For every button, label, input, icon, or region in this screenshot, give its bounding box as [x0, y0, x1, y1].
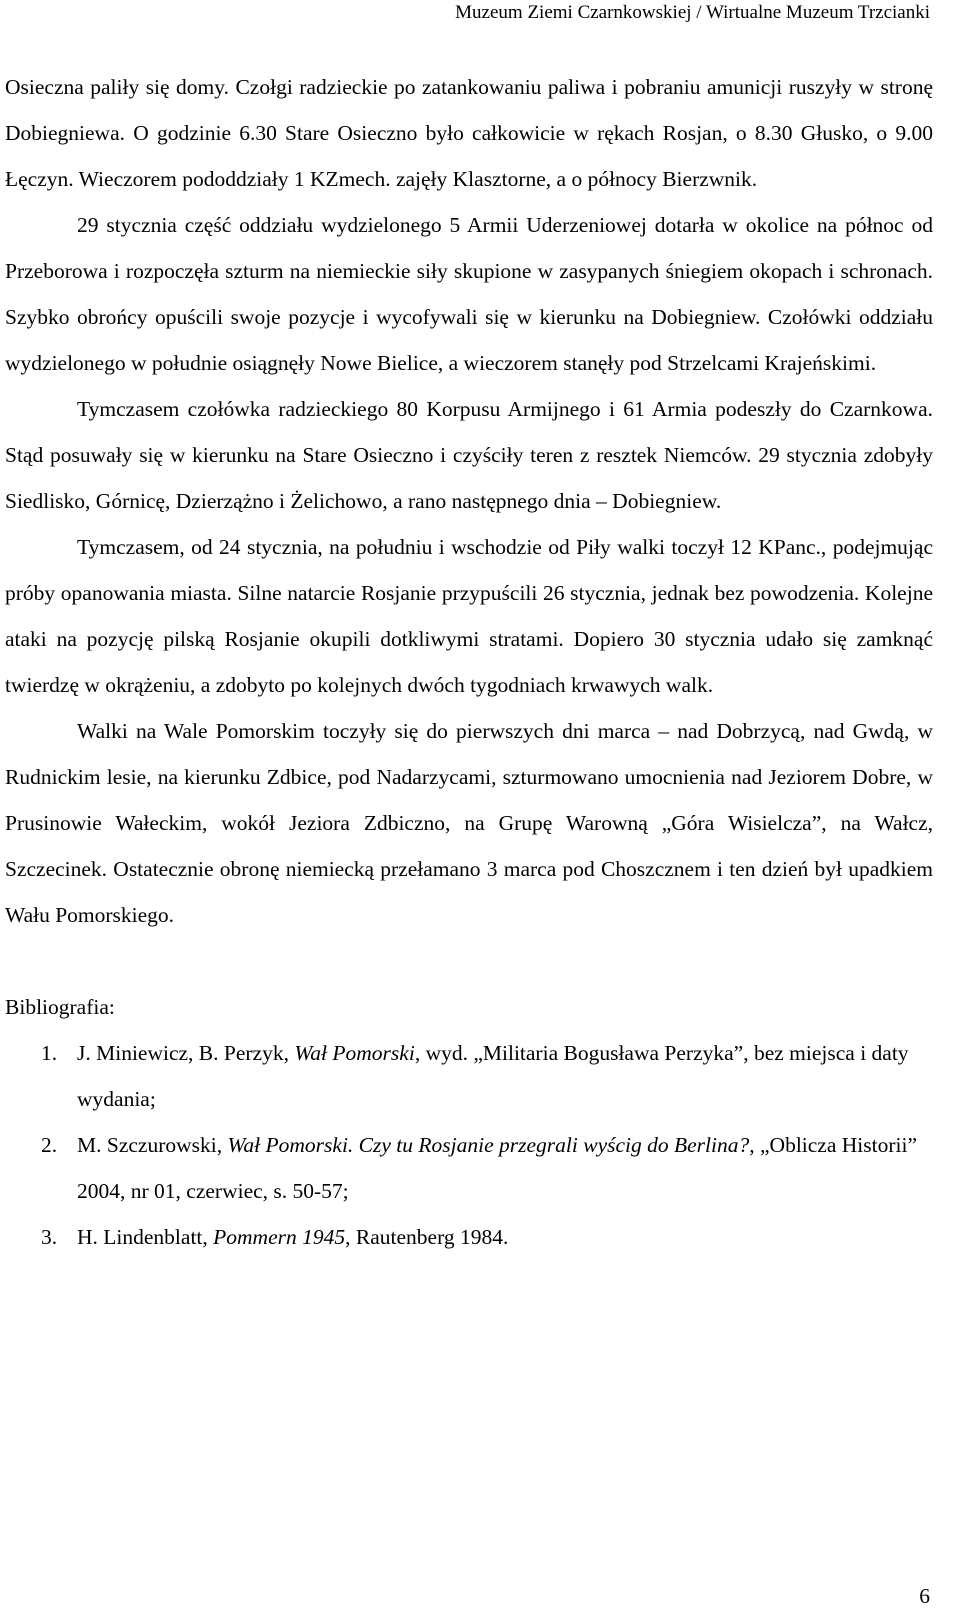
bibliography-item-authors: M. Szczurowski,	[77, 1133, 228, 1157]
bibliography-item-details: , „Oblicza Historii” 2004, nr 01, czerwiec, s. 50-57;	[77, 1133, 918, 1203]
bibliography-item-title: Pommern 1945	[213, 1225, 346, 1249]
paragraph-4: Tymczasem, od 24 stycznia, na południu i wschodzie od Piły walki toczył 12 KPanc., podejmując próby opanowania miasta. Silne natarcie Rosjanie przypuścili 26 stycznia, jednak bez powodzenia. Kolejne ataki na pozycję pilską Rosjanie okupili dotkliwymi stratami. Dopiero 30 stycznia udało się zamknąć twierdzę w okrążeniu, a zdobyto po kolejnych dwóch tygodniach krwawych walk.	[5, 535, 933, 697]
bibliography-item-title: Wał Pomorski. Czy tu Rosjanie przegrali wyścig do Berlina?	[227, 1133, 750, 1157]
bibliography-item-number: 3.	[41, 1225, 58, 1249]
page-header: Muzeum Ziemi Czarnkowskiej / Wirtualne Muzeum Trzcianki	[455, 2, 930, 23]
bibliography-item-number: 1.	[41, 1041, 58, 1065]
bibliography-item-number: 2.	[41, 1133, 58, 1157]
bibliography-list	[5, 1030, 933, 1260]
bibliography-item	[5, 1030, 933, 1122]
paragraph-3: Tymczasem czołówka radzieckiego 80 Korpusu Armijnego i 61 Armia podeszły do Czarnkowa. Stąd posuwały się w kierunku na Stare Osieczno i czyściły teren z resztek Niemców. 29 stycznia zdobyły Siedlisko, Górnicę, Dzierzążno i Żelichowo, a rano następnego dnia – Dobiegniew.	[5, 397, 933, 513]
document-body	[5, 64, 933, 1260]
bibliography-item-authors: H. Lindenblatt,	[77, 1225, 214, 1249]
bibliography-item-title: Wał Pomorski	[294, 1041, 415, 1065]
paragraph-2: 29 stycznia część oddziału wydzielonego 5 Armii Uderzeniowej dotarła w okolice na północ od Przeborowa i rozpoczęła szturm na niemieckie siły skupione w zasypanych śniegiem okopach i schronach. Szybko obrońcy opuścili swoje pozycje i wycofywali się w kierunku na Dobiegniew. Czołówki oddziału wydzielonego w południe osiągnęły Nowe Bielice, a wieczorem stanęły pod Strzelcami Krajeńskimi.	[5, 213, 933, 375]
bibliography-item-authors: J. Miniewicz, B. Perzyk,	[77, 1041, 295, 1065]
bibliography-item-details: , Rautenberg 1984.	[345, 1225, 509, 1249]
bibliography-title: Bibliografia:	[5, 995, 115, 1019]
bibliography-item-details: , wyd. „Militaria Bogusława Perzyka”, bez miejsca i daty wydania;	[77, 1041, 909, 1111]
paragraph-5: Walki na Wale Pomorskim toczyły się do pierwszych dni marca – nad Dobrzycą, nad Gwdą, w Rudnickim lesie, na kierunku Zdbice, pod Nadarzycami, szturmowano umocnienia nad Jeziorem Dobre, w Prusinowie Wałeckim, wokół Jeziora Zdbiczno, na Grupę Warowną „Góra Wisielcza”, na Wałcz, Szczecinek. Ostatecznie obronę niemiecką przełamano 3 marca pod Choszcznem i ten dzień był upadkiem Wału Pomorskiego.	[5, 719, 933, 927]
page-number: 6	[919, 1584, 930, 1608]
paragraph-1: Osieczna paliły się domy. Czołgi radzieckie po zatankowaniu paliwa i pobraniu amunicji ruszyły w stronę Dobiegniewa. O godzinie 6.30 Stare Osieczno było całkowicie w rękach Rosjan, o 8.30 Głusko, o 9.00 Łęczyn. Wieczorem pododdziały 1 KZmech. zajęły Klasztorne, a o północy Bierzwnik.	[5, 75, 933, 191]
bibliography-item	[5, 1122, 933, 1214]
bibliography-item	[5, 1214, 933, 1260]
